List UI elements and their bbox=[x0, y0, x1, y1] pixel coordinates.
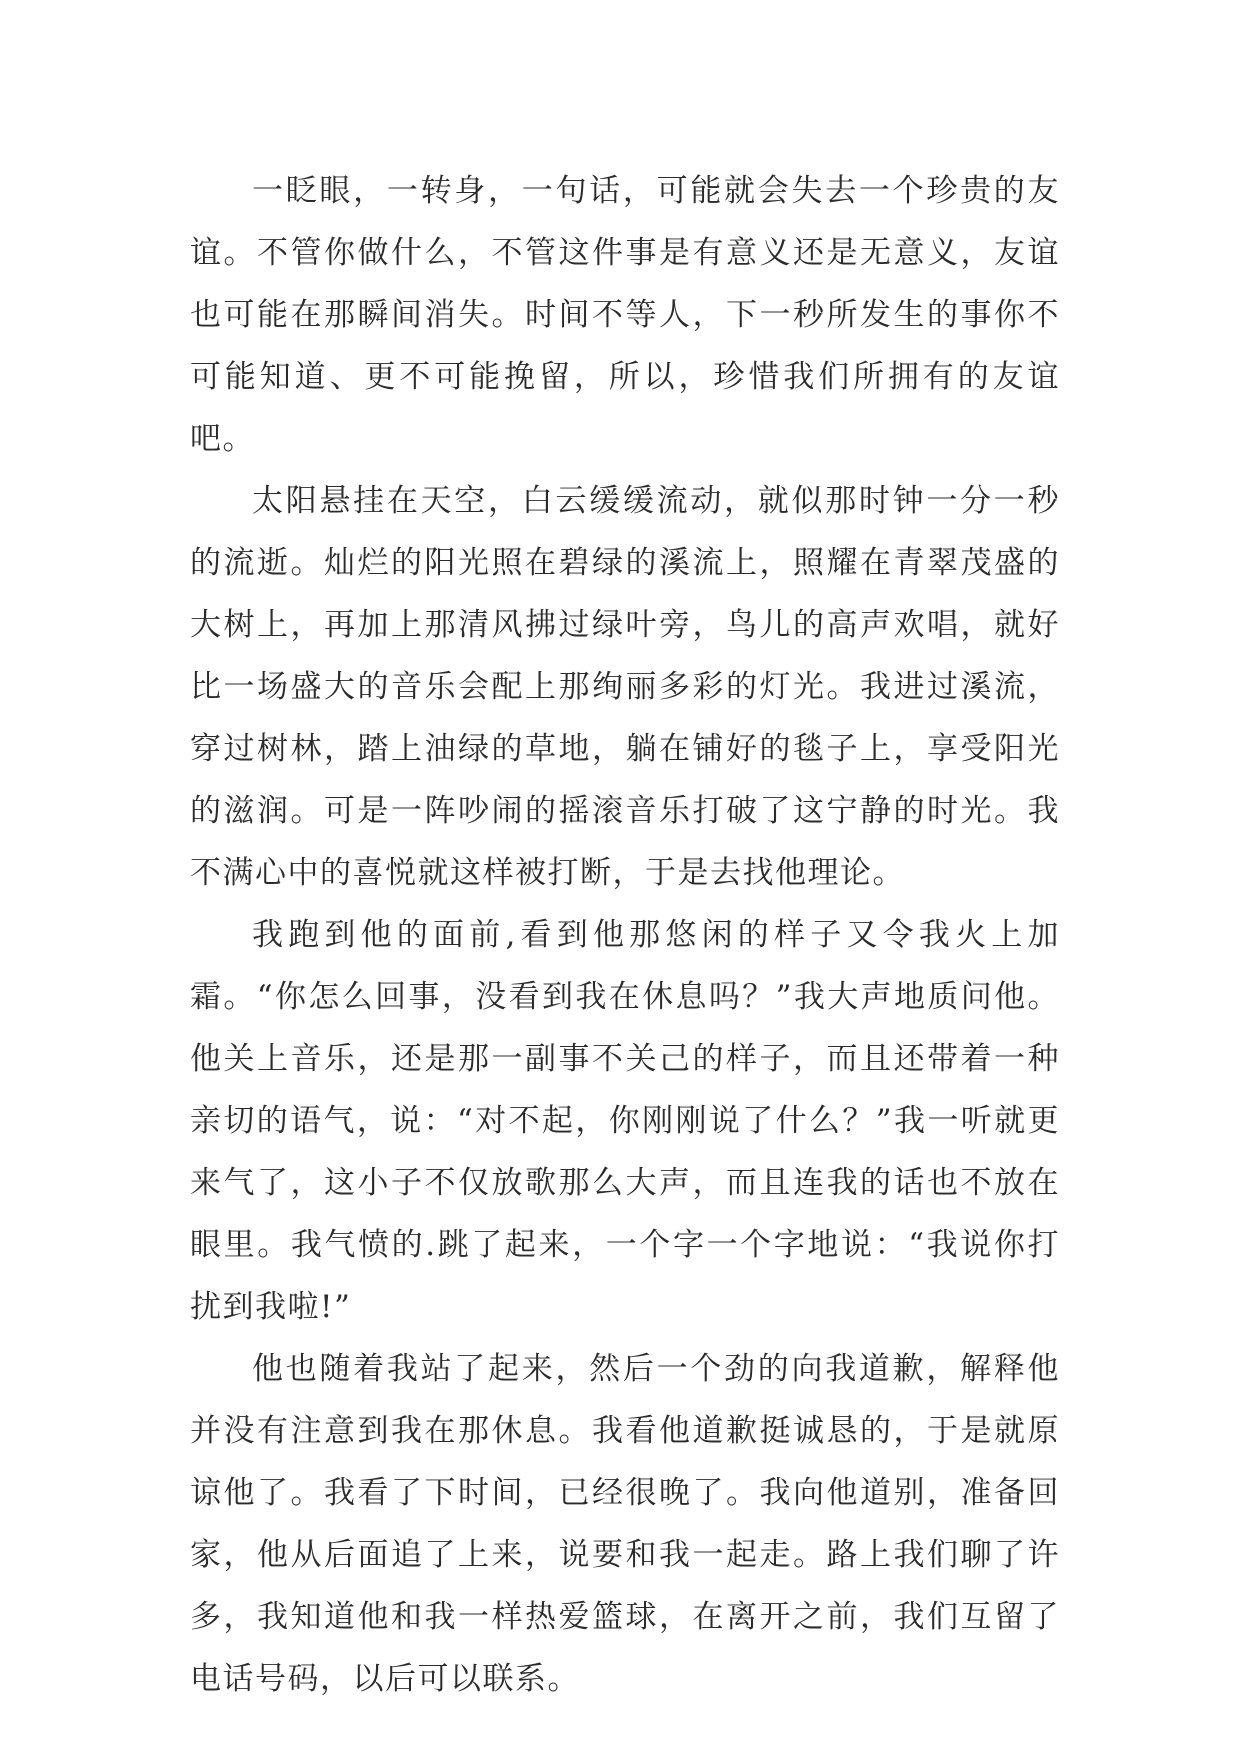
paragraph-1: 一眨眼，一转身，一句话，可能就会失去一个珍贵的友谊。不管你做什么，不管这件事是有意义还是无意义，友谊也可能在那瞬间消失。时间不等人，下一秒所发生的事你不可能知道、更不可能挽留，所以，珍惜我们所拥有的友谊吧。 bbox=[190, 173, 1060, 457]
paragraph-3: 我跑到他的面前,看到他那悠闲的样子又令我火上加霜。“你怎么回事，没看到我在休息吗？”我大声地质问他。他关上音乐，还是那一副事不关己的样子，而且还带着一种亲切的语气，说：“对不起，你刚刚说了什么？”我一听就更来气了，这小子不仅放歌那么大声，而且连我的话也不放在眼里。我气愤的.跳了起来，一个字一个字地说：“我说你打扰到我啦!” bbox=[190, 917, 1060, 1325]
paragraph-4: 他也随着我站了起来，然后一个劲的向我道歉，解释他并没有注意到我在那休息。我看他道歉挺诚恳的，于是就原谅他了。我看了下时间，已经很晚了。我向他道别，准备回家，他从后面追了上来，说要和我一起走。路上我们聊了许多，我知道他和我一样热爱篮球，在离开之前，我们互留了电话号码，以后可以联系。 bbox=[190, 1351, 1060, 1697]
document-body bbox=[190, 160, 1060, 1710]
paragraph-2: 太阳悬挂在天空，白云缓缓流动，就似那时钟一分一秒的流逝。灿烂的阳光照在碧绿的溪流上，照耀在青翠茂盛的大树上，再加上那清风拂过绿叶旁，鸟儿的高声欢唱，就好比一场盛大的音乐会配上那绚丽多彩的灯光。我进过溪流，穿过树林，踏上油绿的草地，躺在铺好的毯子上，享受阳光的滋润。可是一阵吵闹的摇滚音乐打破了这宁静的时光。我不满心中的喜悦就这样被打断，于是去找他理论。 bbox=[190, 483, 1060, 891]
